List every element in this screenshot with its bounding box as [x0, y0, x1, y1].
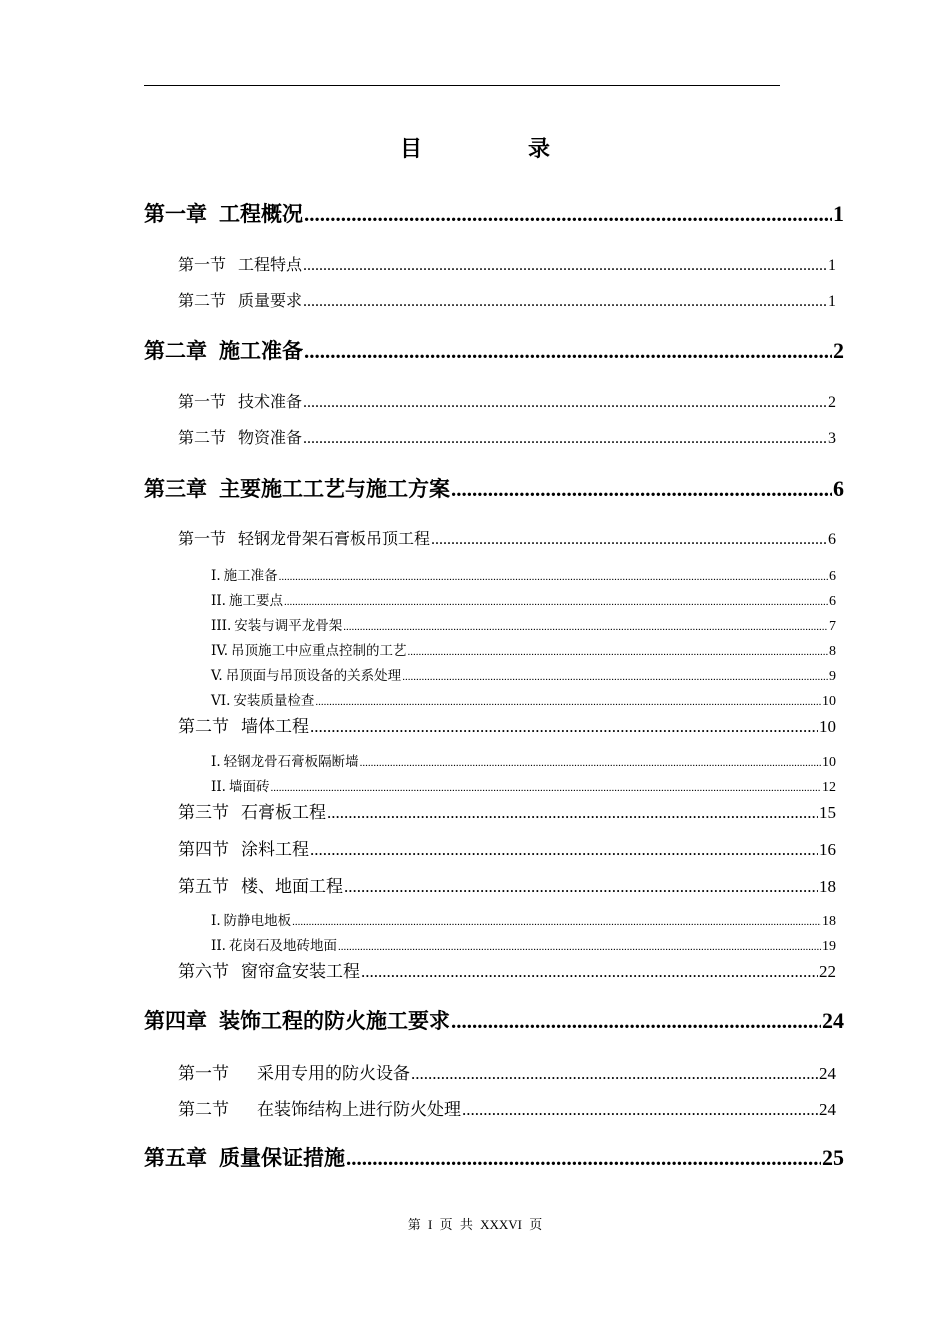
toc-entry-number: I. [211, 754, 221, 770]
toc-subsection[interactable] [211, 909, 836, 930]
dot-leader [292, 916, 821, 928]
toc-subsection[interactable] [211, 934, 836, 955]
toc-entry-text: 吊顶施工中应重点控制的工艺 [231, 643, 407, 659]
toc-entry-number: 第二章 [144, 339, 207, 363]
toc-page-number: 1 [828, 293, 836, 310]
toc-entry-number: 第二节 [178, 291, 227, 310]
dot-leader [270, 782, 821, 794]
toc-entry-text: 工程概况 [219, 202, 303, 226]
toc-subsection[interactable] [211, 614, 836, 635]
toc-section[interactable] [178, 798, 836, 823]
toc-page-number: 6 [829, 594, 836, 609]
toc-entry-number: II. [211, 779, 226, 795]
toc-entry-label [211, 614, 342, 634]
toc-subsection[interactable] [211, 750, 836, 771]
dot-leader [411, 1064, 818, 1084]
toc-section[interactable] [178, 712, 836, 737]
toc-page-number: 6 [829, 569, 836, 584]
toc-section[interactable] [178, 1059, 836, 1084]
toc-entry-number: 第一节 [178, 392, 227, 411]
toc-page-number: 10 [822, 755, 836, 770]
dot-leader [346, 1146, 821, 1171]
toc-subsection[interactable] [211, 639, 836, 660]
toc-entry-number: I. [211, 568, 221, 584]
toc-page-number: 1 [828, 257, 836, 274]
toc-entry-label [178, 252, 302, 275]
toc-entry-label [178, 288, 302, 311]
toc-entry-label [144, 198, 303, 228]
toc-section[interactable] [178, 389, 836, 412]
toc-entry-number: 第一节 [178, 529, 227, 548]
toc-entry-number: II. [211, 938, 226, 954]
toc-page-number: 10 [822, 694, 836, 709]
toc-page-number: 24 [819, 1100, 836, 1119]
toc-entry-text: 工程特点 [238, 255, 303, 274]
toc-entry-label [178, 389, 302, 412]
dot-leader [310, 840, 818, 860]
toc-chapter[interactable] [144, 1142, 844, 1172]
toc-entry-label [211, 909, 291, 929]
toc-entry-label [178, 1095, 461, 1120]
toc-entry-text: 在装饰结构上进行防火处理 [257, 1100, 461, 1120]
toc-entry-label [211, 934, 337, 954]
toc-section[interactable] [178, 526, 836, 549]
toc-entry-text: 石膏板工程 [241, 803, 326, 823]
toc-chapter[interactable] [144, 335, 844, 365]
dot-leader [315, 696, 821, 708]
dot-leader [304, 339, 832, 364]
toc-entry-number: 第二节 [178, 1100, 229, 1120]
dot-leader [310, 717, 818, 737]
toc-entry-label [144, 1142, 345, 1172]
toc-entry-text: 墙体工程 [241, 717, 309, 737]
toc-entry-label [211, 589, 283, 609]
toc-page-number: 24 [819, 1064, 836, 1083]
toc-entry-number: 第一节 [178, 1064, 229, 1084]
toc-entry-text: 安装质量检查 [233, 693, 315, 709]
toc-page-number: 10 [819, 717, 836, 736]
toc-subsection[interactable] [211, 689, 836, 710]
toc-entry-label [178, 798, 326, 823]
dot-leader [304, 202, 832, 227]
dot-leader [303, 394, 827, 412]
toc-entry-label [178, 425, 302, 448]
toc-entry-text: 轻钢龙骨架石膏板吊顶工程 [238, 529, 431, 548]
toc-entry-label [211, 564, 278, 584]
toc-entry-label [211, 689, 314, 709]
toc-entry-label [178, 1059, 410, 1084]
toc-entry-text: 质量要求 [238, 291, 303, 310]
toc-entry-label [178, 712, 309, 737]
toc-title: 目 录 [399, 137, 592, 162]
toc-page-number: 2 [828, 394, 836, 411]
toc-entry-text: 施工准备 [219, 339, 303, 363]
toc-subsection[interactable] [211, 589, 836, 610]
toc-chapter[interactable] [144, 1005, 844, 1035]
toc-entry-number: 第五章 [144, 1146, 207, 1170]
toc-entry-number: III. [211, 618, 232, 634]
toc-page-number: 7 [829, 619, 836, 634]
toc-section[interactable] [178, 957, 836, 982]
toc-entry-text: 楼、地面工程 [241, 877, 343, 897]
toc-entry-label [144, 335, 303, 365]
toc-entry-label [211, 664, 401, 684]
toc-entry-text: 涂料工程 [241, 840, 309, 860]
dot-leader [338, 941, 821, 953]
toc-entry-text: 物资准备 [238, 428, 303, 447]
toc-page-number: 3 [828, 430, 836, 447]
toc-entry-number: II. [211, 593, 226, 609]
dot-leader [408, 646, 828, 658]
toc-entry-text: 主要施工工艺与施工方案 [219, 477, 450, 501]
dot-leader [402, 671, 828, 683]
dot-leader [344, 877, 818, 897]
toc-entry-label [178, 526, 430, 549]
toc-entry-text: 施工要点 [228, 593, 283, 609]
dot-leader [360, 757, 821, 769]
toc-page-number: 12 [822, 780, 836, 795]
toc-page-number: 19 [822, 939, 836, 954]
toc-entry-number: 第二节 [178, 717, 229, 737]
dot-leader [343, 621, 828, 633]
toc-entry-text: 安装与调平龙骨架 [234, 618, 343, 634]
toc-page-number: 18 [819, 877, 836, 896]
dot-leader [361, 962, 818, 982]
dot-leader [303, 257, 827, 275]
toc-entry-label [178, 872, 343, 897]
dot-leader [451, 1009, 821, 1034]
toc-entry-text: 墙面砖 [228, 779, 270, 795]
toc-entry-text: 花岗石及地砖地面 [228, 938, 337, 954]
toc-page-number: 25 [822, 1145, 844, 1170]
toc-entry-text: 装饰工程的防火施工要求 [219, 1009, 450, 1033]
toc-entry-number: 第五节 [178, 877, 229, 897]
toc-entry-label [211, 639, 407, 659]
toc-entry-number: 第三节 [178, 803, 229, 823]
toc-subsection[interactable] [211, 775, 836, 796]
toc-page-number: 15 [819, 803, 836, 822]
toc-entry-text: 采用专用的防火设备 [257, 1064, 410, 1084]
toc-page-number: 16 [819, 840, 836, 859]
toc-entry-text: 轻钢龙骨石膏板隔断墙 [223, 754, 359, 770]
toc-subsection[interactable] [211, 664, 836, 685]
dot-leader [303, 430, 827, 448]
toc-page-number: 9 [829, 669, 836, 684]
toc-entry-text: 防静电地板 [223, 913, 292, 929]
toc-entry-label [211, 775, 269, 795]
dot-leader [279, 571, 828, 583]
toc-entry-number: 第一章 [144, 202, 207, 226]
toc-subsection[interactable] [211, 564, 836, 585]
toc-section[interactable] [178, 1095, 836, 1120]
toc-page-number: 6 [833, 476, 844, 501]
toc-section[interactable] [178, 288, 836, 311]
toc-page-number: 18 [822, 914, 836, 929]
toc-section[interactable] [178, 835, 836, 860]
dot-leader [431, 531, 827, 549]
toc-entry-number: 第二节 [178, 428, 227, 447]
toc-entry-label [178, 957, 360, 982]
toc-chapter[interactable] [144, 473, 844, 503]
toc-entry-number: 第四节 [178, 840, 229, 860]
toc-entry-number: V. [211, 668, 223, 684]
dot-leader [284, 596, 828, 608]
toc-entry-label [144, 1005, 450, 1035]
dot-leader [327, 803, 818, 823]
toc-page-number: 22 [819, 962, 836, 981]
page-footer: 第 I 页 共 XXXVI 页 [407, 1217, 543, 1232]
header-rule [144, 85, 780, 86]
toc-page-number: 2 [833, 338, 844, 363]
toc-entry-number: VI. [211, 693, 231, 709]
toc-entry-text: 施工准备 [223, 568, 278, 584]
toc-entry-text: 技术准备 [238, 392, 303, 411]
toc-page-number: 24 [822, 1008, 844, 1033]
toc-entry-label [144, 473, 450, 503]
dot-leader [303, 293, 827, 311]
toc-section[interactable] [178, 425, 836, 448]
toc-section[interactable] [178, 872, 836, 897]
dot-leader [451, 477, 832, 502]
toc-entry-number: 第四章 [144, 1009, 207, 1033]
toc-page-number: 8 [829, 644, 836, 659]
dot-leader [462, 1100, 818, 1120]
toc-section[interactable] [178, 252, 836, 275]
toc-entry-number: 第六节 [178, 962, 229, 982]
toc-page-number: 1 [833, 201, 844, 226]
toc-entry-text: 吊顶面与吊顶设备的关系处理 [225, 668, 402, 684]
toc-entry-number: 第三章 [144, 477, 207, 501]
toc-entry-number: I. [211, 913, 221, 929]
toc-entry-number: IV. [211, 643, 229, 659]
toc-entry-text: 质量保证措施 [219, 1146, 345, 1170]
toc-entry-label [178, 835, 309, 860]
toc-entry-label [211, 750, 359, 770]
toc-entry-number: 第一节 [178, 255, 227, 274]
toc-chapter[interactable] [144, 198, 844, 228]
toc-page-number: 6 [828, 531, 836, 548]
toc-entry-text: 窗帘盒安装工程 [241, 962, 360, 982]
